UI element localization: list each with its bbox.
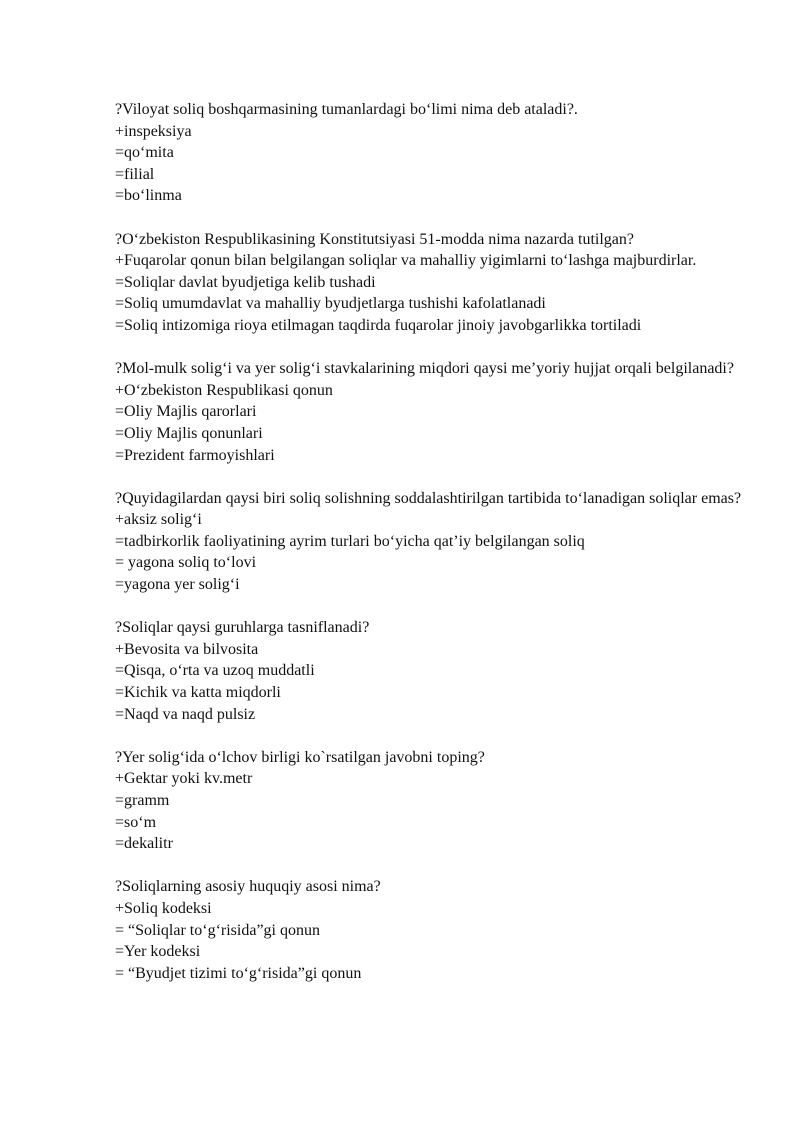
question-text: ?Yer solig‘ida o‘lchov birligi ko`rsatilgan javobni toping? (115, 748, 485, 766)
question-block-7 (115, 876, 755, 984)
answer-option: =gramm (115, 792, 170, 809)
answer-option: =Kichik va katta miqdorli (115, 684, 281, 702)
document-content (115, 99, 755, 1006)
answer-option: =so‘m (115, 813, 157, 831)
question-text: ?Soliqlar qaysi guruhlarga tasniflanadi? (115, 619, 370, 637)
answer-option: =bo‘linma (115, 187, 182, 205)
question-text: ?Mol-mulk solig‘i va yer solig‘i stavkalarining miqdori qaysi me’yoriy hujjat orqali belgilanadi? (115, 360, 734, 378)
question-block-6 (115, 747, 755, 855)
answer-option: = yagona soliq to‘lovi (115, 554, 257, 572)
question-text: ?Soliqlarning asosiy huquqiy asosi nima? (115, 878, 381, 896)
answer-option: =qo‘mita (115, 144, 174, 162)
answer-option: +Fuqarolar qonun bilan belgilangan soliqlar va mahalliy yigimlarni to‘lashga majburdirlar. (115, 252, 697, 270)
answer-option: = “Soliqlar to‘g‘risida”gi qonun (115, 921, 320, 939)
answer-option: =yagona yer solig‘i (115, 576, 240, 594)
answer-option: = “Byudjet tizimi to‘g‘risida”gi qonun (115, 964, 362, 982)
answer-option: +inspeksiya (115, 122, 192, 140)
answer-option: =Prezident farmoyishlari (115, 446, 275, 464)
answer-option: =Oliy Majlis qonunlari (115, 424, 263, 442)
answer-option: =Soliq intizomiga rioya etilmagan taqdirda fuqarolar jinoiy javobgarlikka tortiladi (115, 316, 642, 334)
question-block-2 (115, 229, 755, 337)
question-block-4 (115, 488, 755, 596)
answer-option: =filial (115, 165, 155, 183)
question-block-3 (115, 358, 755, 466)
answer-option: =Soliqlar davlat byudjetiga kelib tushadi (115, 273, 376, 291)
answer-option: +Gektar yoki kv.metr (115, 770, 253, 788)
question-text: ?Viloyat soliq boshqarmasining tumanlardagi bo‘limi nima deb ataladi?. (115, 101, 578, 118)
answer-option: =Soliq umumdavlat va mahalliy byudjetlarga tushishi kafolatlanadi (115, 295, 546, 313)
question-block-5 (115, 617, 755, 725)
answer-option: =tadbirkorlik faoliyatining ayrim turlari bo‘yicha qat’iy belgilangan soliq (115, 532, 585, 550)
question-block-1 (115, 99, 755, 207)
answer-option: +O‘zbekiston Respublikasi qonun (115, 381, 333, 399)
answer-option: +aksiz solig‘i (115, 511, 202, 529)
answer-option: =Oliy Majlis qarorlari (115, 403, 257, 421)
answer-option: +Bevosita va bilvosita (115, 640, 259, 658)
answer-option: =Qisqa, o‘rta va uzoq muddatli (115, 662, 315, 680)
answer-option: +Soliq kodeksi (115, 899, 212, 917)
answer-option: =Naqd va naqd pulsiz (115, 705, 256, 723)
answer-option: =Yer kodeksi (115, 943, 201, 961)
answer-option: =dekalitr (115, 835, 173, 853)
question-text: ?Quyidagilardan qaysi biri soliq solishning soddalashtirilgan tartibida to‘lanadigan soliqlar emas? (115, 489, 742, 507)
question-text: ?O‘zbekiston Respublikasining Konstitutsiyasi 51-modda nima nazarda tutilgan? (115, 230, 635, 248)
